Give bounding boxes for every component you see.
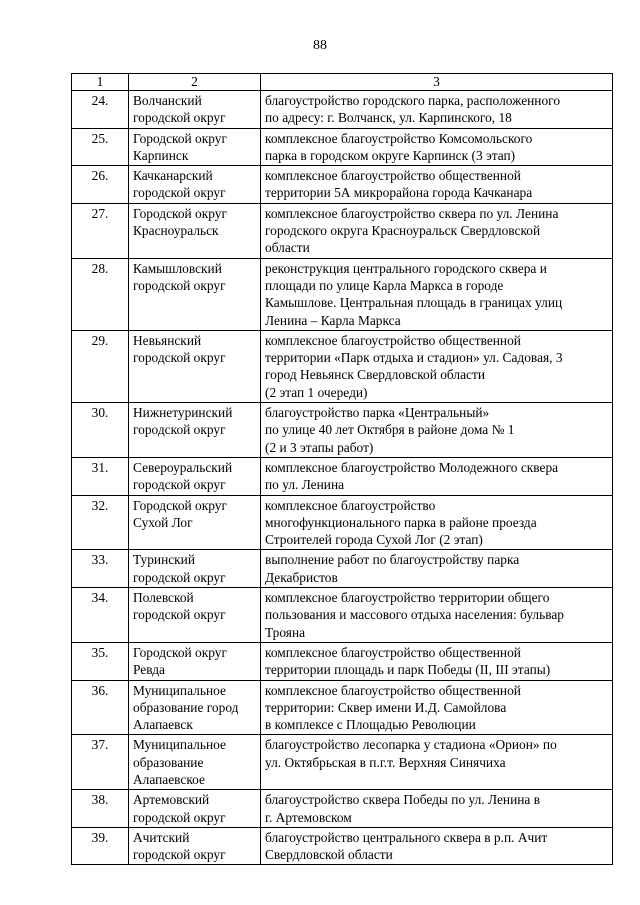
- description-cell: благоустройство центрального сквера в р.п. Ачит Свердловской области: [261, 827, 613, 865]
- municipality-cell: Полевской городской округ: [129, 588, 261, 643]
- row-number-cell: 26.: [72, 166, 129, 204]
- description-cell: комплексное благоустройство территории общего пользования и массового отдыха населения: бульвар Трояна: [261, 588, 613, 643]
- municipality-cell: Волчанский городской округ: [129, 91, 261, 129]
- municipality-cell: Городской округ Сухой Лог: [129, 495, 261, 550]
- description-cell: комплексное благоустройство общественной территории: Сквер имени И.Д. Самойлова в комплексе с Площадью Революции: [261, 680, 613, 735]
- row-number-cell: 34.: [72, 588, 129, 643]
- description-cell: благоустройство сквера Победы по ул. Ленина в г. Артемовском: [261, 790, 613, 828]
- table-row: [72, 91, 613, 129]
- column-header-description: 3: [261, 74, 613, 91]
- municipality-cell: Городской округ Карпинск: [129, 128, 261, 166]
- municipality-cell: Муниципальное образование город Алапаевск: [129, 680, 261, 735]
- table-row: [72, 403, 613, 458]
- table-header-row: [72, 74, 613, 91]
- municipality-cell: Туринский городской округ: [129, 550, 261, 588]
- description-cell: комплексное благоустройство общественной территории 5А микрорайона города Качканара: [261, 166, 613, 204]
- table-row: [72, 457, 613, 495]
- table-row: [72, 642, 613, 680]
- municipality-cell: Камышловский городской округ: [129, 258, 261, 330]
- row-number-cell: 32.: [72, 495, 129, 550]
- row-number-cell: 35.: [72, 642, 129, 680]
- municipality-cell: Качканарский городской округ: [129, 166, 261, 204]
- table-row: [72, 166, 613, 204]
- description-cell: комплексное благоустройство сквера по ул. Ленина городского округа Красноуральск Свердловской области: [261, 203, 613, 258]
- table-row: [72, 827, 613, 865]
- municipality-cell: Артемовский городской округ: [129, 790, 261, 828]
- row-number-cell: 28.: [72, 258, 129, 330]
- description-cell: благоустройство лесопарка у стадиона «Орион» по ул. Октябрьская в п.г.т. Верхняя Синячиха: [261, 735, 613, 790]
- row-number-cell: 38.: [72, 790, 129, 828]
- row-number-cell: 36.: [72, 680, 129, 735]
- table-row: [72, 550, 613, 588]
- description-cell: благоустройство городского парка, расположенного по адресу: г. Волчанск, ул. Карпинского, 18: [261, 91, 613, 129]
- row-number-cell: 24.: [72, 91, 129, 129]
- municipality-cell: Североуральский городской округ: [129, 457, 261, 495]
- municipality-cell: Муниципальное образование Алапаевское: [129, 735, 261, 790]
- municipality-cell: Городской округ Ревда: [129, 642, 261, 680]
- municipality-cell: Ачитский городской округ: [129, 827, 261, 865]
- table-row: [72, 330, 613, 402]
- row-number-cell: 29.: [72, 330, 129, 402]
- row-number-cell: 37.: [72, 735, 129, 790]
- description-cell: комплексное благоустройство общественной территории «Парк отдыха и стадион» ул. Садовая, 3 город Невьянск Свердловской области (2 этап 1 очереди): [261, 330, 613, 402]
- table-row: [72, 588, 613, 643]
- column-header-number: 1: [72, 74, 129, 91]
- description-cell: комплексное благоустройство общественной территории площадь и парк Победы (II, III этапы): [261, 642, 613, 680]
- row-number-cell: 25.: [72, 128, 129, 166]
- table-row: [72, 258, 613, 330]
- description-cell: выполнение работ по благоустройству парка Декабристов: [261, 550, 613, 588]
- column-header-municipality: 2: [129, 74, 261, 91]
- row-number-cell: 33.: [72, 550, 129, 588]
- description-cell: комплексное благоустройство многофункционального парка в районе проезда Строителей города Сухой Лог (2 этап): [261, 495, 613, 550]
- row-number-cell: 27.: [72, 203, 129, 258]
- row-number-cell: 39.: [72, 827, 129, 865]
- table-row: [72, 203, 613, 258]
- table-row: [72, 790, 613, 828]
- municipality-cell: Нижнетуринский городской округ: [129, 403, 261, 458]
- projects-table: [71, 73, 613, 865]
- row-number-cell: 30.: [72, 403, 129, 458]
- description-cell: благоустройство парка «Центральный» по улице 40 лет Октября в районе дома № 1 (2 и 3 этапы работ): [261, 403, 613, 458]
- page-number: 88: [313, 38, 327, 53]
- municipality-cell: Невьянский городской округ: [129, 330, 261, 402]
- description-cell: комплексное благоустройство Молодежного сквера по ул. Ленина: [261, 457, 613, 495]
- municipality-cell: Городской округ Красноуральск: [129, 203, 261, 258]
- table-row: [72, 735, 613, 790]
- description-cell: реконструкция центрального городского сквера и площади по улице Карла Маркса в городе Камышлове. Центральная площадь в границах улиц Ленина – Карла Маркса: [261, 258, 613, 330]
- table-row: [72, 495, 613, 550]
- row-number-cell: 31.: [72, 457, 129, 495]
- description-cell: комплексное благоустройство Комсомольского парка в городском округе Карпинск (3 этап): [261, 128, 613, 166]
- table-row: [72, 680, 613, 735]
- table-row: [72, 128, 613, 166]
